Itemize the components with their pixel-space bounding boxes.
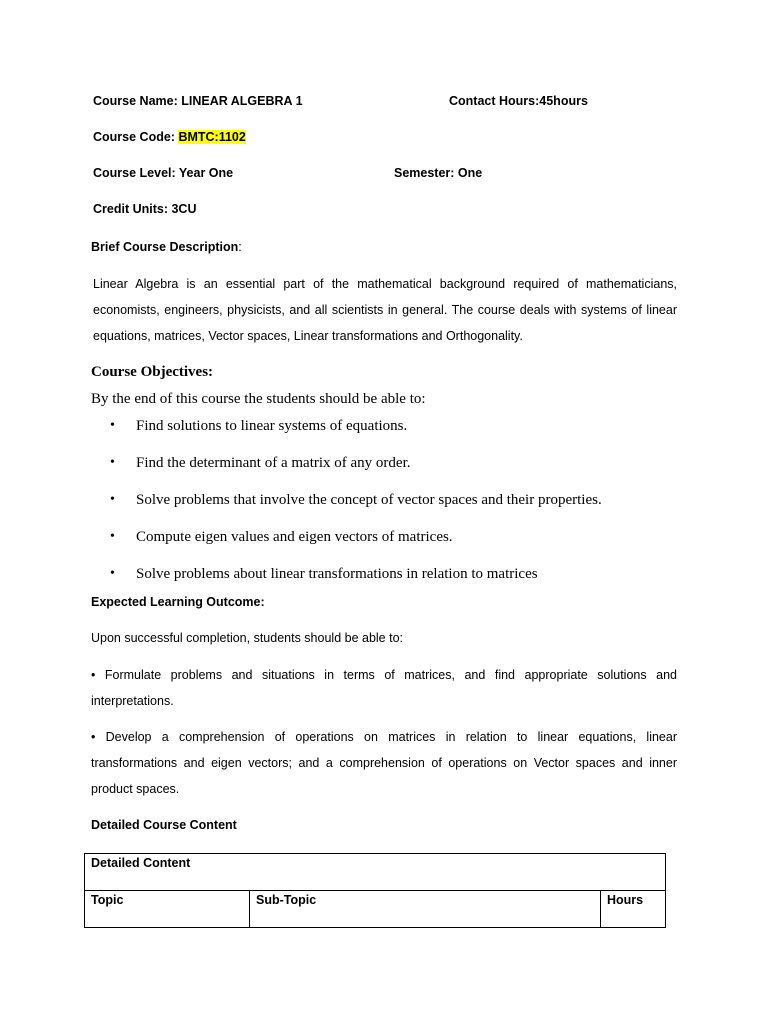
objective-text: Find the determinant of a matrix of any order. [136, 455, 411, 471]
objectives-intro: By the end of this course the students should be able to: [91, 391, 426, 407]
list-item [110, 525, 602, 562]
course-level: Course Level: Year One [93, 166, 234, 180]
objective-text: Find solutions to linear systems of equations. [136, 418, 408, 434]
outcome-item-1: • Formulate problems and situations in terms of matrices, and find appropriate solutions and interpretations. [91, 668, 677, 708]
table-row [85, 891, 666, 928]
bullet-icon: • [110, 455, 115, 470]
column-header-subtopic: Sub-Topic [250, 891, 601, 928]
bullet-icon: • [110, 492, 115, 507]
column-header-topic: Topic [85, 891, 250, 928]
bullet-icon: • [110, 566, 115, 581]
list-item [110, 488, 602, 525]
course-name: Course Name: LINEAR ALGEBRA 1 [93, 94, 303, 108]
course-code [93, 130, 246, 144]
objectives-list [110, 414, 602, 599]
content-table [84, 853, 666, 928]
credit-units: Credit Units: 3CU [93, 202, 197, 216]
objective-text: Compute eigen values and eigen vectors of matrices. [136, 529, 453, 545]
content-heading: Detailed Course Content [91, 818, 237, 832]
description-body: Linear Algebra is an essential part of the mathematical background required of mathematicians, economists, engineers, physicists, and all scientists in general. The course deals with systems of linear equations, matrices, Vector spaces, Linear transformations and Orthogonality. [93, 277, 677, 343]
table-row [85, 854, 666, 891]
course-code-label: Course Code: [93, 130, 179, 144]
course-code-value: BMTC:1102 [178, 130, 246, 144]
column-header-hours: Hours [601, 891, 666, 928]
objective-text: Solve problems that involve the concept of vector spaces and their properties. [136, 492, 602, 508]
outcomes-heading: Expected Learning Outcome: [91, 595, 265, 609]
semester: Semester: One [394, 166, 483, 180]
description-heading-text: Brief Course Description [91, 240, 239, 254]
table-title-cell: Detailed Content [85, 854, 666, 891]
list-item [110, 451, 602, 488]
bullet-icon: • [110, 529, 115, 544]
bullet-icon: • [110, 418, 115, 433]
outcomes-intro: Upon successful completion, students should be able to: [91, 631, 403, 645]
objective-text: Solve problems about linear transformations in relation to matrices [136, 566, 538, 582]
outcome-item-2: • Develop a comprehension of operations on matrices in relation to linear equations, linear transformations and eigen vectors; and a comprehension of operations on Vector spaces and inner product spaces. [91, 730, 677, 796]
contact-hours: Contact Hours:45hours [449, 94, 588, 108]
list-item [110, 414, 602, 451]
description-heading [91, 240, 242, 254]
list-item [110, 562, 602, 599]
objectives-heading: Course Objectives: [91, 364, 214, 380]
description-heading-colon: : [238, 240, 242, 254]
